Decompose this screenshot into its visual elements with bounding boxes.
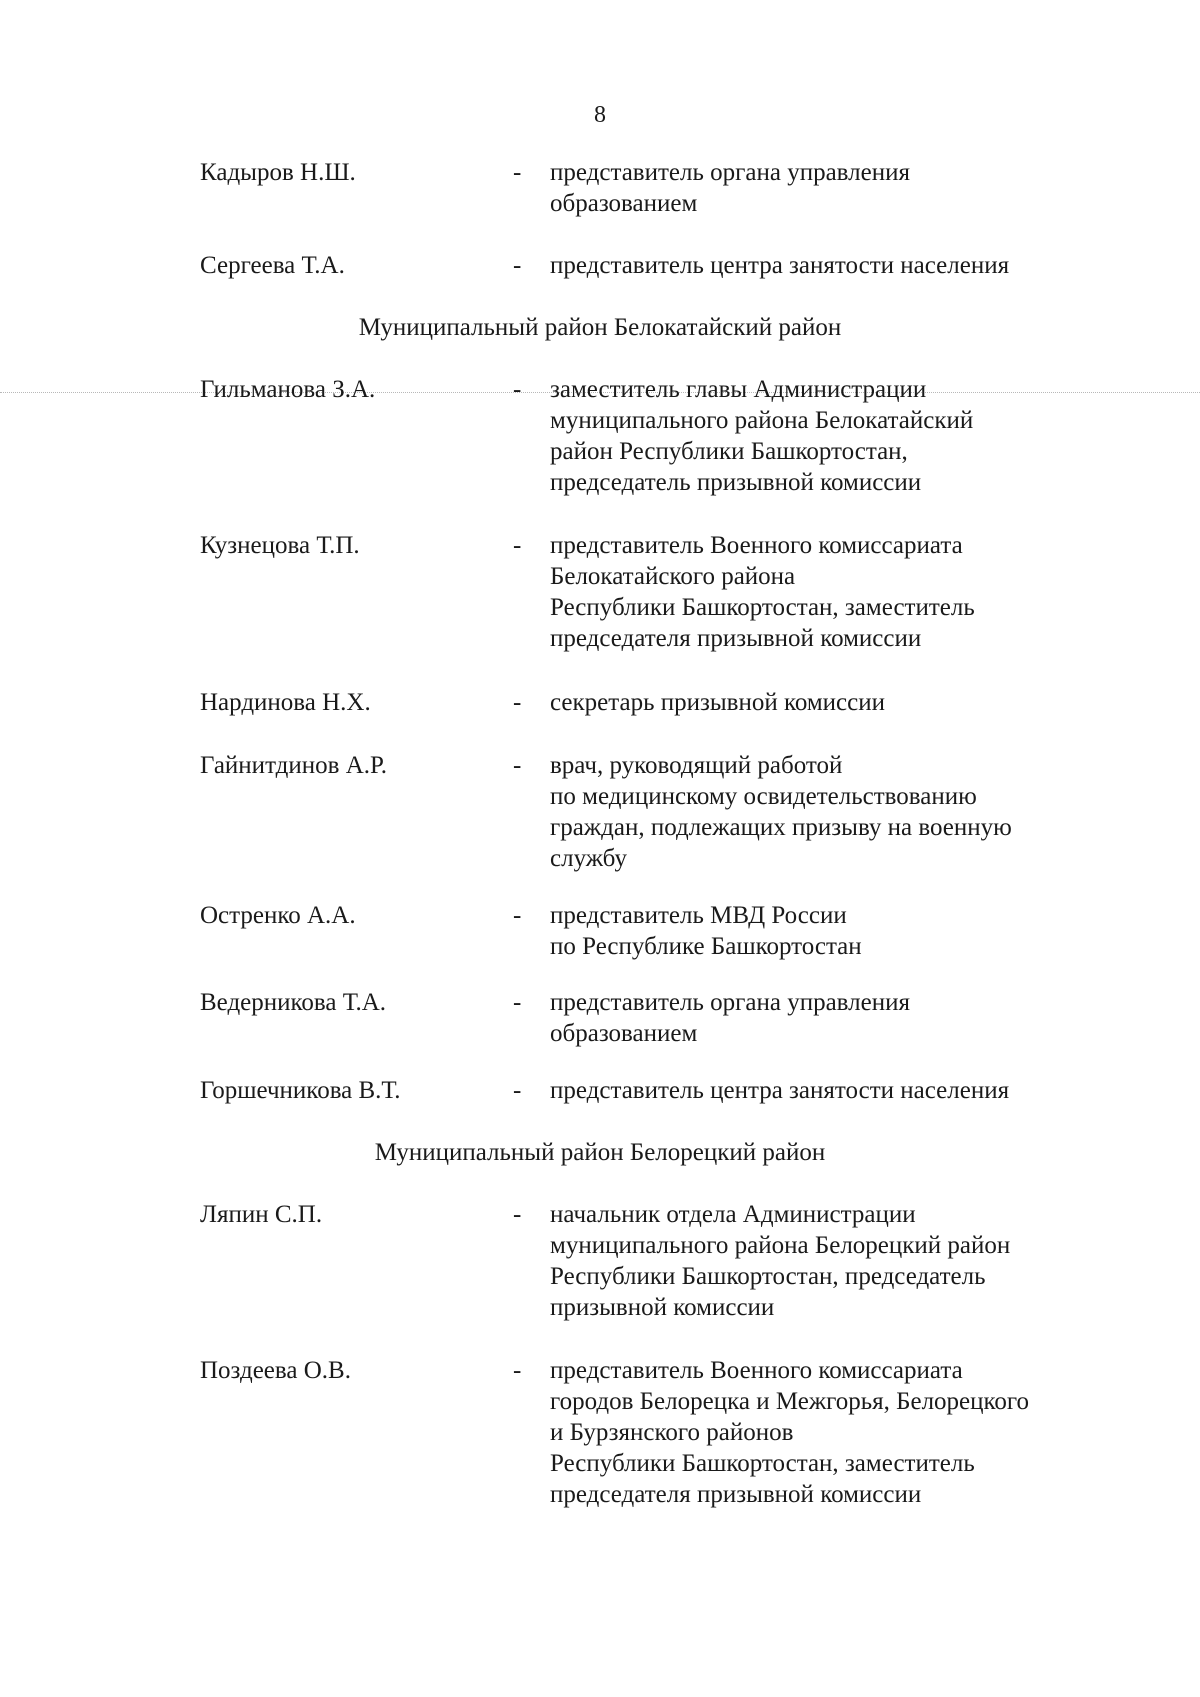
member-name: Ляпин С.П. <box>200 1201 323 1228</box>
member-role: секретарь призывной комиссии <box>550 689 886 716</box>
member-name: Горшечникова В.Т. <box>200 1077 401 1104</box>
member-role: представитель МВД России по Республике Башкортостан <box>550 902 862 960</box>
member-name: Поздеева О.В. <box>200 1357 351 1384</box>
member-name: Сергеева Т.А. <box>200 252 345 279</box>
separator-dash: - <box>513 989 522 1016</box>
section-title-belokatay: Муниципальный район Белокатайский район <box>358 314 842 341</box>
separator-dash: - <box>513 1077 522 1104</box>
separator-dash: - <box>513 159 522 186</box>
separator-dash: - <box>513 252 522 279</box>
member-name: Кузнецова Т.П. <box>200 532 360 559</box>
section-title-beloretsk: Муниципальный район Белорецкий район <box>374 1139 826 1166</box>
separator-dash: - <box>513 376 522 403</box>
member-name: Гайнитдинов А.Р. <box>200 752 388 779</box>
member-role: заместитель главы Администрации муниципального района Белокатайский район Республики Башкортостан, председатель призывной комиссии <box>550 376 974 496</box>
member-name: Нардинова Н.Х. <box>200 689 371 716</box>
member-role: начальник отдела Администрации муниципального района Белорецкий район Республики Башкортостан, председатель призывной комиссии <box>550 1201 1011 1321</box>
member-role: представитель Военного комиссариата Белокатайского района Республики Башкортостан, заместитель председателя призывной комиссии <box>550 532 975 652</box>
member-name: Ведерникова Т.А. <box>200 989 387 1016</box>
separator-dash: - <box>513 1201 522 1228</box>
member-role: представитель центра занятости населения <box>550 252 1010 279</box>
member-name: Кадыров Н.Ш. <box>200 159 356 186</box>
separator-dash: - <box>513 532 522 559</box>
separator-dash: - <box>513 752 522 779</box>
separator-dash: - <box>513 689 522 716</box>
member-role: представитель органа управления образованием <box>550 989 910 1047</box>
member-role: представитель центра занятости населения <box>550 1077 1010 1104</box>
member-name: Остренко А.А. <box>200 902 356 929</box>
separator-dash: - <box>513 902 522 929</box>
page-number: 8 <box>594 102 606 128</box>
member-role: представитель органа управления образованием <box>550 159 910 217</box>
separator-dash: - <box>513 1357 522 1384</box>
member-role: представитель Военного комиссариата городов Белорецка и Межгорья, Белорецкого и Бурзянского районов Республики Башкортостан, заместитель председателя призывной комиссии <box>550 1357 1030 1508</box>
member-role: врач, руководящий работой по медицинскому освидетельствованию граждан, подлежащих призыву на военную службу <box>550 752 1012 872</box>
member-name: Гильманова З.А. <box>200 376 376 403</box>
